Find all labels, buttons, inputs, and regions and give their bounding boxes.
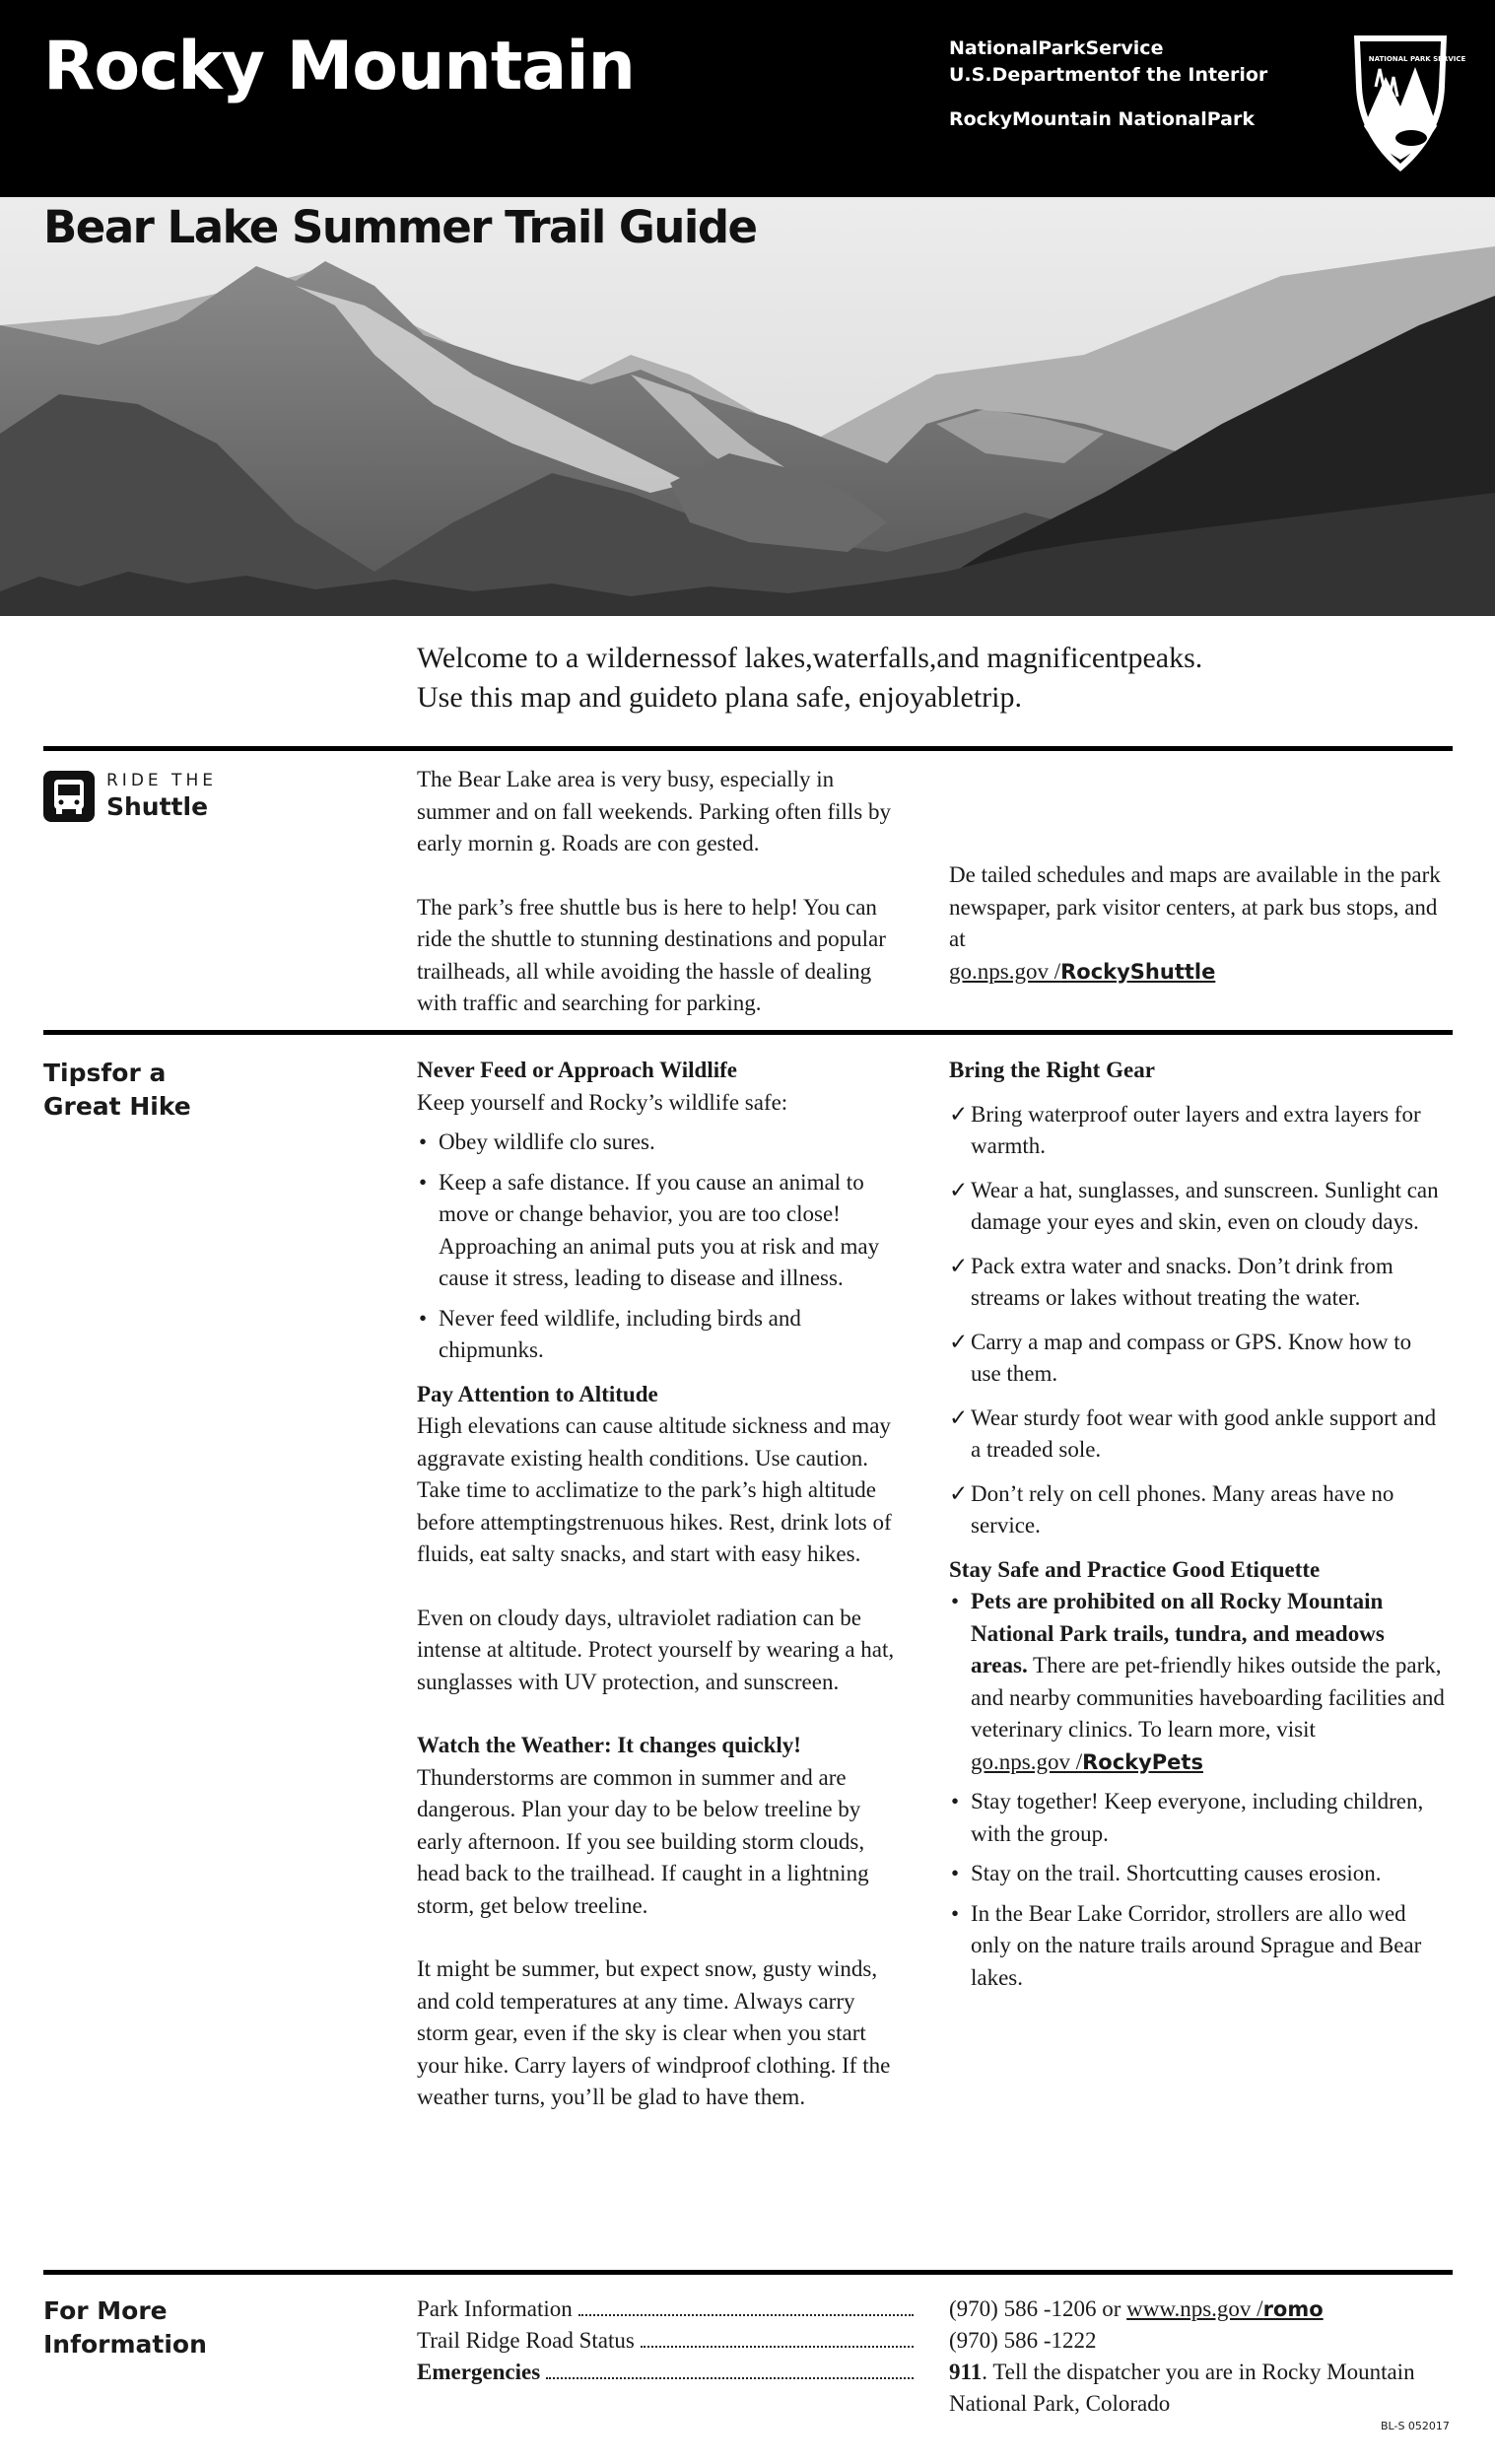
info-row-road [417,2325,919,2357]
park-name: Rocky Mountain [43,28,635,105]
nps-link[interactable]: www.nps.gov /romo [1126,2296,1324,2321]
list-item: ✓ Wear sturdy foot wear with good ankle support and a treaded sole. [949,1403,1447,1467]
info-label-park: Park Information [417,2296,573,2321]
agency-line: NationalParkService [949,37,1164,59]
wildlife-intro: Keep yourself and Rocky’s wildlife safe: [417,1089,788,1115]
info-row-park [417,2293,919,2325]
park-info-value: (970) 586 -1206 or www.nps.gov /romo [949,2296,1324,2321]
shuttle-label-big: Shuttle [106,792,209,821]
welcome-line: Welcome to a wildernessof lakes,waterfalls,and magnificentpeaks. [417,642,1203,674]
wildlife-list [417,1127,910,1367]
pets-link[interactable]: go.nps.gov /RockyPets [971,1748,1203,1774]
shuttle-paragraph: The Bear Lake area is very busy, especially in summer and on fall weekends. Parking often fills by early mornin g. Roads are con gested. [417,767,891,856]
emblem-text: NATIONAL PARK SERVICE [1368,55,1466,63]
park-line: RockyMountain NationalPark [949,108,1256,130]
altitude-paragraph: Even on cloudy days, ultraviolet radiation can be intense at altitude. Protect yourself by wearing a hat, sunglasses with UV protection, and sunscreen. [417,1605,895,1694]
nps-arrowhead-icon [1346,28,1466,175]
list-item: • Pets are prohibited on all Rocky Mountain National Park trails, tundra, and meadows areas. There are pet-friendly hikes outside the park, and nearby communities haveboarding facilities and veterinary clinics. To learn more, visit go.nps.gov /RockyPets [949,1586,1447,1778]
list-item: • Never feed wildlife, including birds and chipmunks. [417,1303,910,1367]
list-item: ✓ Bring waterproof outer layers and extra layers for warmth. [949,1099,1447,1163]
road-status-value: (970) 586 -1222 [949,2328,1097,2353]
shuttle-paragraph: De tailed schedules and maps are available in the park newspaper, park visitor centers, at park bus stops, and at [949,862,1441,951]
weather-paragraph: It might be summer, but expect snow, gusty winds, and cold temperatures at any time. Always carry storm gear, even if the sky is clear when you start your hike. Carry layers of windproof clothing. If the weather turns, you’ll be glad to have them. [417,1956,891,2109]
shuttle-link[interactable]: go.nps.gov /RockyShuttle [949,958,1216,984]
section-divider [43,746,1453,751]
department-line: U.S.Departmentof the Interior [949,64,1268,86]
leader-dots [578,2293,914,2316]
list-item: ✓ Don’t rely on cell phones. Many areas have no service. [949,1478,1447,1542]
leader-dots [641,2325,914,2348]
list-item: ✓ Wear a hat, sunglasses, and sunscreen. Sunlight can damage your eyes and skin, even on cloudy days. [949,1175,1447,1239]
info-row-emergency [417,2357,919,2388]
list-item: • Stay on the trail. Shortcutting causes erosion. [949,1858,1447,1890]
weather-heading: Watch the Weather: It changes quickly! [417,1733,801,1757]
weather-paragraph: Thunderstorms are common in summer and are dangerous. Plan your day to be below treeline by early afternoon. If you see building storm clouds, head back to the trailhead. If caught in a lightning storm, get below treeline. [417,1764,869,1918]
shuttle-col-2 [949,764,1452,988]
emergency-value: 911. Tell the dispatcher you are in Rocky Mountain National Park, Colorado [949,2360,1415,2416]
guide-title: Bear Lake Summer Trail Guide [43,201,757,253]
section-divider [43,2270,1453,2275]
shuttle-col-1 [417,764,910,1020]
header-band [0,0,1495,197]
section-divider [43,1030,1453,1035]
tips-col-1 [417,1055,910,2114]
list-item: ✓ Pack extra water and snacks. Don’t drink from streams or lakes without treating the water. [949,1251,1447,1315]
etiquette-heading: Stay Safe and Practice Good Etiquette [949,1556,1321,1582]
document-code: BL-S 052017 [1381,2420,1450,2432]
shuttle-label-small: RIDE THE [106,771,217,790]
altitude-heading: Pay Attention to Altitude [417,1381,658,1406]
info-label: For More Information [43,2296,207,2359]
altitude-paragraph: High elevations can cause altitude sickness and may aggravate existing health conditions. Use caution. Take time to acclimatize to the park’s high altitude before attemptingstrenuous hikes. Rest, drink lots of fluids, eat salty snacks, and start with easy hikes. [417,1413,892,1566]
list-item: • Keep a safe distance. If you cause an animal to move or change behavior, you are too close! Approaching an animal puts you at risk and may cause it stress, leading to disease and illness. [417,1167,910,1295]
gear-list [949,1099,1447,1542]
info-label-emergency: Emergencies [417,2360,541,2384]
shuttle-paragraph: The park’s free shuttle bus is here to help! You can ride the shuttle to stunning destinations and popular trailheads, all while avoiding the hassle of dealing with traffic and searching for parking. [417,894,886,1015]
agency-block [949,35,1267,133]
tips-col-2 [949,1055,1447,1994]
list-item: • In the Bear Lake Corridor, strollers are allo wed only on the nature trails around Sprague and Bear lakes. [949,1898,1447,1995]
wildlife-heading: Never Feed or Approach Wildlife [417,1058,737,1082]
info-label-road: Trail Ridge Road Status [417,2328,635,2353]
info-values [949,2293,1452,2420]
leader-dots [546,2357,914,2379]
hero-photo [0,197,1495,616]
bus-icon [43,771,95,822]
list-item: • Obey wildlife clo sures. [417,1127,910,1159]
list-item: ✓ Carry a map and compass or GPS. Know how to use them. [949,1327,1447,1391]
welcome-text [417,639,1353,718]
etiquette-list [949,1586,1447,1994]
shuttle-label [106,771,217,821]
tips-label: Tipsfor a Great Hike [43,1059,191,1121]
gear-heading: Bring the Right Gear [949,1058,1155,1082]
mountain-landscape-photo [0,197,1495,616]
list-item: • Stay together! Keep everyone, including children, with the group. [949,1786,1447,1850]
welcome-line: Use this map and guideto plana safe, enjoyabletrip. [417,681,1022,714]
